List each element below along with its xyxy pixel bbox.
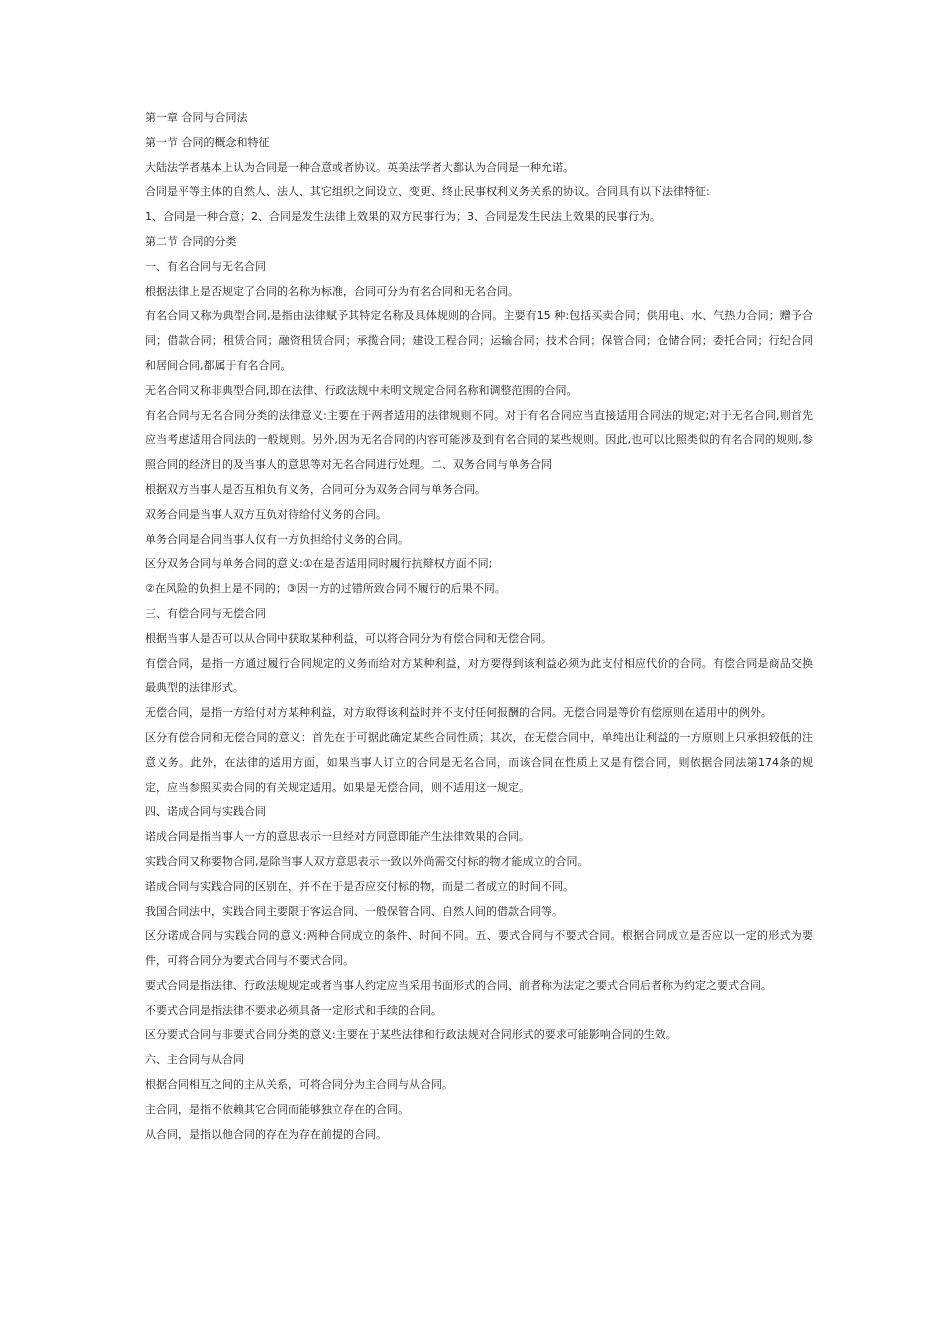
paragraph: 单务合同是合同当事人仅有一方负担给付义务的合同。 [145, 532, 409, 546]
paragraph: 根据法律上是否规定了合同的名称为标准，合同可分为有名合同和无名合同。 [145, 284, 519, 298]
subsection-heading: 六、主合同与从合同 [145, 1053, 244, 1067]
paragraph: 双务合同是当事人双方互负对待给付义务的合同。 [145, 507, 387, 521]
paragraph: 诺成合同与实践合同的区别在，并不在于是否应交付标的物，而是二者成立的时间不同。 [145, 879, 574, 893]
paragraph: 要式合同是指法律、行政法规规定或者当事人约定应当采用书面形式的合同、前者称为法定之要式合同后者称为约定之要式合同。 [145, 978, 772, 992]
paragraph: 有名合同又称为典型合同,是指由法律赋予其特定名称及具体规则的合同。主要有15 种:包括买卖合同；供用电、水、气热力合同；赠予合同；借款合同；租赁合同；融资租赁合同；承揽合同；建设工程合同；运输合同；技术合同；保管合同；仓储合同；委托合同；行纪合同和居间合同,都属于有名合同。 [145, 309, 813, 372]
paragraph: 实践合同又称要物合同,是除当事人双方意思表示一致以外尚需交付标的物才能成立的合同。 [145, 854, 589, 868]
paragraph: 有名合同与无名合同分类的法律意义:主要在于两者适用的法律规则不同。对于有名合同应当直接适用合同法的规定;对于无名合同,则首先应当考虑适用合同法的一般规则。另外,因为无名合同的内容可能涉及到有名合同的某些规则。因此,也可以比照类似的有名合同的规则,参照合同的经济目的及当事人的意思等对无名合同进行处理。二、双务合同与单务合同 [145, 408, 813, 472]
section-heading: 第二节 合同的分类 [145, 234, 237, 248]
paragraph: 区分有偿合同和无偿合同的意义：首先在于可据此确定某些合同性质；其次，在无偿合同中，单纯出让利益的一方原则上只承担较低的注意义务。此外，在法律的适用方面，如果当事人订立的合同是无名合同，而该合同在性质上又是有偿合同，则依据合同法第174条的规定，应当参照买卖合同的有关规定适用。如果是无偿合同，则不适用这一规定。 [145, 730, 813, 794]
paragraph: 不要式合同是指法律不要求必须具备一定形式和手续的合同。 [145, 1003, 442, 1017]
paragraph: ②在风险的负担上是不同的；③因一方的过错所致合同不履行的后果不同。 [145, 582, 506, 596]
paragraph: 大陆法学者基本上认为合同是一种合意或者协议。英美法学者大都认为合同是一种允诺。 [145, 160, 574, 174]
document-body [145, 106, 813, 1147]
paragraph: 区分双务合同与单务合同的意义:①在是否适用同时履行抗辩权方面不同; [145, 557, 493, 571]
section-heading: 第一节 合同的概念和特征 [145, 135, 270, 149]
paragraph: 区分诺成合同与实践合同的意义:两种合同成立的条件、时间不同。五、要式合同与不要式合同。根据合同成立是否应以一定的形式为要件，可将合同分为要式合同与不要式合同。 [145, 929, 813, 968]
paragraph: 诺成合同是指当事人一方的意思表示一旦经对方同意即能产生法律效果的合同。 [145, 830, 530, 844]
paragraph: 无偿合同，是指一方给付对方某种利益，对方取得该利益时并不支付任何报酬的合同。无偿合同是等价有偿原则在适用中的例外。 [145, 706, 772, 720]
paragraph: 无名合同又称非典型合同,即在法律、行政法规中未明文规定合同名称和调整范围的合同。 [145, 383, 578, 397]
subsection-heading: 四、诺成合同与实践合同 [145, 805, 266, 819]
paragraph: 根据合同相互之间的主从关系，可将合同分为主合同与从合同。 [145, 1078, 453, 1092]
paragraph: 区分要式合同与非要式合同分类的意义:主要在于某些法律和行政法规对合同形式的要求可能影响合同的生效。 [145, 1028, 677, 1042]
paragraph: 1、合同是一种合意；2、合同是发生法律上效果的双方民事行为；3、合同是发生民法上效果的民事行为。 [145, 210, 661, 224]
paragraph: 有偿合同，是指一方通过履行合同规定的义务而给对方某种利益，对方要得到该利益必须为此支付相应代价的合同。有偿合同是商品交换最典型的法律形式。 [145, 656, 813, 695]
paragraph: 我国合同法中，实践合同主要限于客运合同、一般保管合同、自然人间的借款合同等。 [145, 904, 563, 918]
paragraph: 从合同，是指以他合同的存在为存在前提的合同。 [145, 1127, 387, 1141]
chapter-heading: 第一章 合同与合同法 [145, 111, 248, 124]
paragraph: 主合同，是指不依赖其它合同而能够独立存在的合同。 [145, 1102, 409, 1116]
subsection-heading: 一、有名合同与无名合同 [145, 259, 266, 273]
paragraph: 合同是平等主体的自然人、法人、其它组织之间设立、变更、终止民事权利义务关系的协议。合同具有以下法律特征: [145, 185, 710, 199]
paragraph: 根据当事人是否可以从合同中获取某种利益，可以将合同分为有偿合同和无偿合同。 [145, 631, 552, 645]
subsection-heading: 三、有偿合同与无偿合同 [145, 606, 266, 620]
paragraph: 根据双方当事人是否互相负有义务，合同可分为双务合同与单务合同。 [145, 482, 486, 496]
